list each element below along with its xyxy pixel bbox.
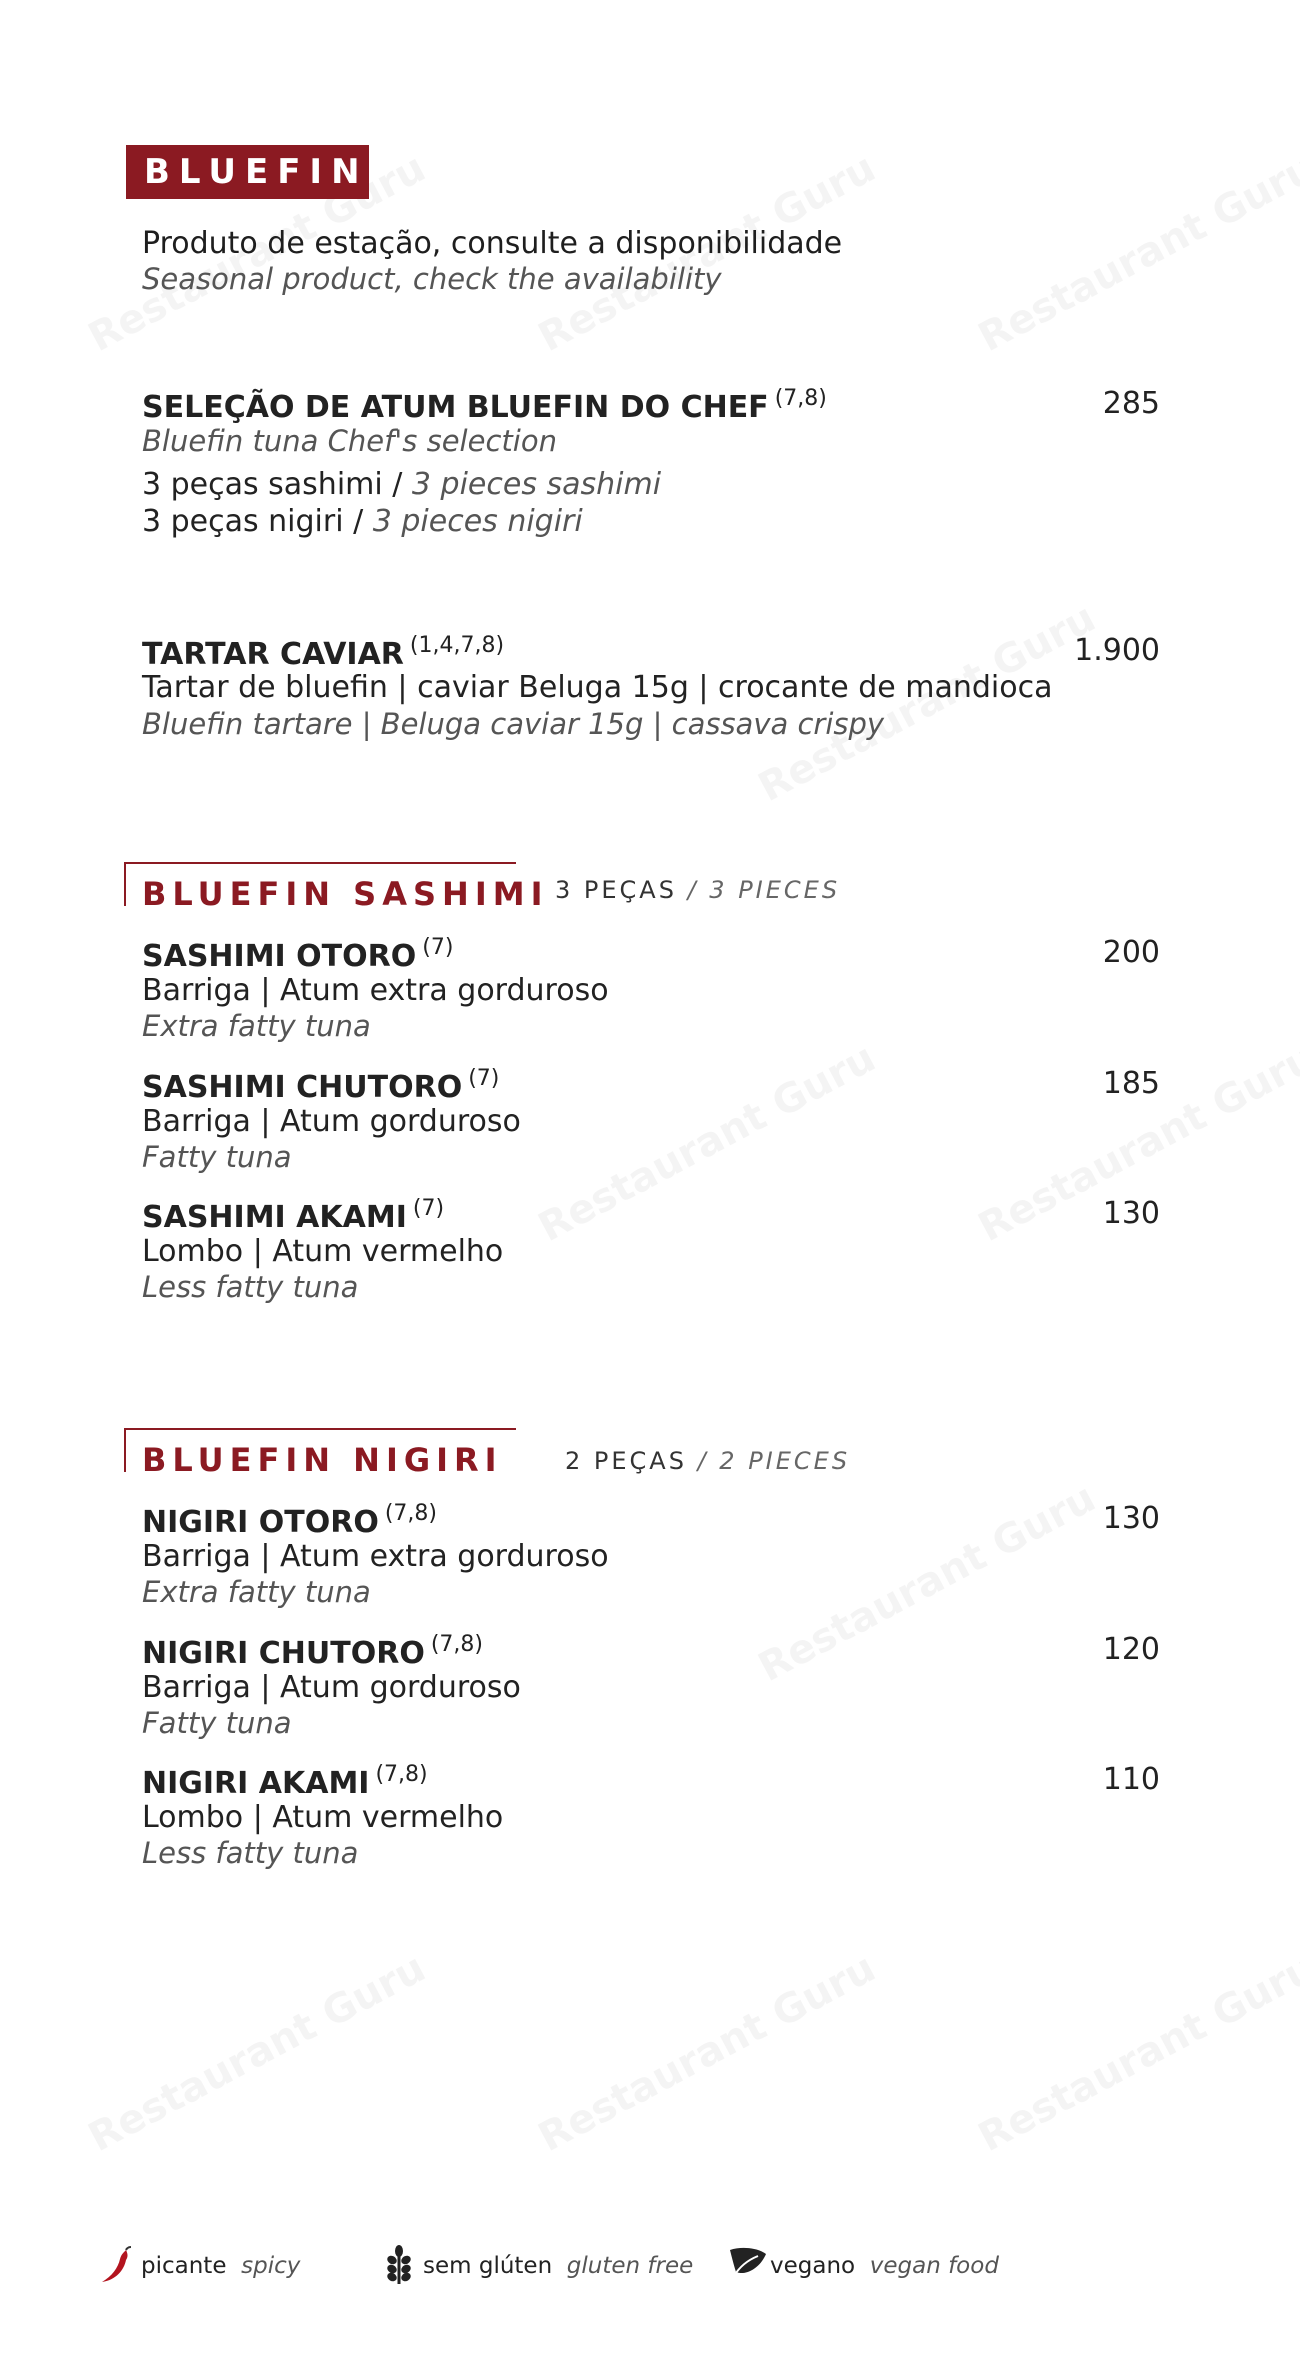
section-title-sashimi: BLUEFIN SASHIMI: [142, 875, 549, 913]
section-title-nigiri: BLUEFIN NIGIRI: [142, 1441, 503, 1479]
allergen-codes: (7,8): [375, 1762, 428, 1787]
item-price: 130: [1102, 1501, 1160, 1536]
item-name: NIGIRI OTORO $^{(7,8)}$: [142, 1501, 437, 1541]
legend-spicy: picante spicy: [141, 2253, 301, 2279]
intro-en: Seasonal product, check the availability: [142, 262, 722, 296]
section-count: 2 PEÇAS / 2 PIECES: [565, 1447, 851, 1475]
item-desc-en: Extra fatty tuna: [142, 1009, 371, 1043]
item-desc-en: Less fatty tuna: [142, 1836, 359, 1870]
item-desc-pt: Lombo | Atum vermelho: [142, 1234, 504, 1269]
item-desc-pt: Barriga | Atum gorduroso: [142, 1670, 521, 1705]
item-name: SASHIMI OTORO $^{(7)}$: [142, 935, 454, 975]
item-name: NIGIRI AKAMI $^{(7,8)}$: [142, 1762, 428, 1802]
wheat-icon: [382, 2244, 416, 2286]
allergen-codes: (7,8): [430, 1632, 483, 1657]
item-price: 185: [1102, 1066, 1160, 1101]
item-name: SELEÇÃO DE ATUM BLUEFIN DO CHEF $^{(7,8)}$: [142, 386, 827, 426]
item-desc-en: Bluefin tartare | Beluga caviar 15g | cassava crispy: [142, 707, 885, 741]
item-line: 3 peças nigiri / 3 pieces nigiri: [142, 504, 583, 539]
watermark: [81, 1945, 433, 2161]
item-desc-pt: Tartar de bluefin | caviar Beluga 15g | crocante de mandioca: [142, 670, 1053, 705]
item-price: 285: [1102, 386, 1160, 421]
section-badge-bluefin: BLUEFIN: [126, 145, 369, 199]
item-desc-en: Fatty tuna: [142, 1140, 292, 1174]
item-desc-pt: Barriga | Atum extra gorduroso: [142, 973, 609, 1008]
item-price: 1.900: [1074, 633, 1160, 668]
intro-pt: Produto de estação, consulte a disponibilidade: [142, 226, 843, 261]
watermark: [971, 145, 1300, 361]
item-name: SASHIMI CHUTORO $^{(7)}$: [142, 1066, 500, 1106]
section-count: 3 PEÇAS / 3 PIECES: [555, 876, 841, 904]
item-name: TARTAR CAVIAR $^{(1,4,7,8)}$: [142, 633, 505, 673]
item-price: 200: [1102, 935, 1160, 970]
allergen-codes: (1,4,7,8): [409, 633, 505, 658]
allergen-codes: (7,8): [774, 386, 827, 411]
item-desc-en: Less fatty tuna: [142, 1270, 359, 1304]
item-subtitle-en: Bluefin tuna Chef's selection: [142, 424, 557, 458]
item-price: 110: [1102, 1762, 1160, 1797]
item-desc-pt: Lombo | Atum vermelho: [142, 1800, 504, 1835]
legend-vegan: vegano vegan food: [770, 2253, 999, 2279]
chili-icon: [98, 2246, 134, 2286]
item-name: NIGIRI CHUTORO $^{(7,8)}$: [142, 1632, 483, 1672]
allergen-codes: (7): [412, 1196, 445, 1221]
leaf-icon: [728, 2246, 768, 2282]
item-line: 3 peças sashimi / 3 pieces sashimi: [142, 467, 662, 502]
item-name: SASHIMI AKAMI $^{(7)}$: [142, 1196, 445, 1236]
allergen-codes: (7): [468, 1066, 500, 1091]
item-price: 130: [1102, 1196, 1160, 1231]
watermark: [531, 1035, 883, 1251]
item-desc-en: Extra fatty tuna: [142, 1575, 371, 1609]
item-desc-pt: Barriga | Atum extra gorduroso: [142, 1539, 609, 1574]
watermark: [971, 1945, 1300, 2161]
allergen-codes: (7,8): [384, 1501, 437, 1526]
item-desc-en: Fatty tuna: [142, 1706, 292, 1740]
legend-gluten-free: sem glúten gluten free: [423, 2253, 694, 2279]
allergen-codes: (7): [422, 935, 454, 960]
watermark: [531, 1945, 883, 2161]
item-price: 120: [1102, 1632, 1160, 1667]
item-desc-pt: Barriga | Atum gorduroso: [142, 1104, 521, 1139]
